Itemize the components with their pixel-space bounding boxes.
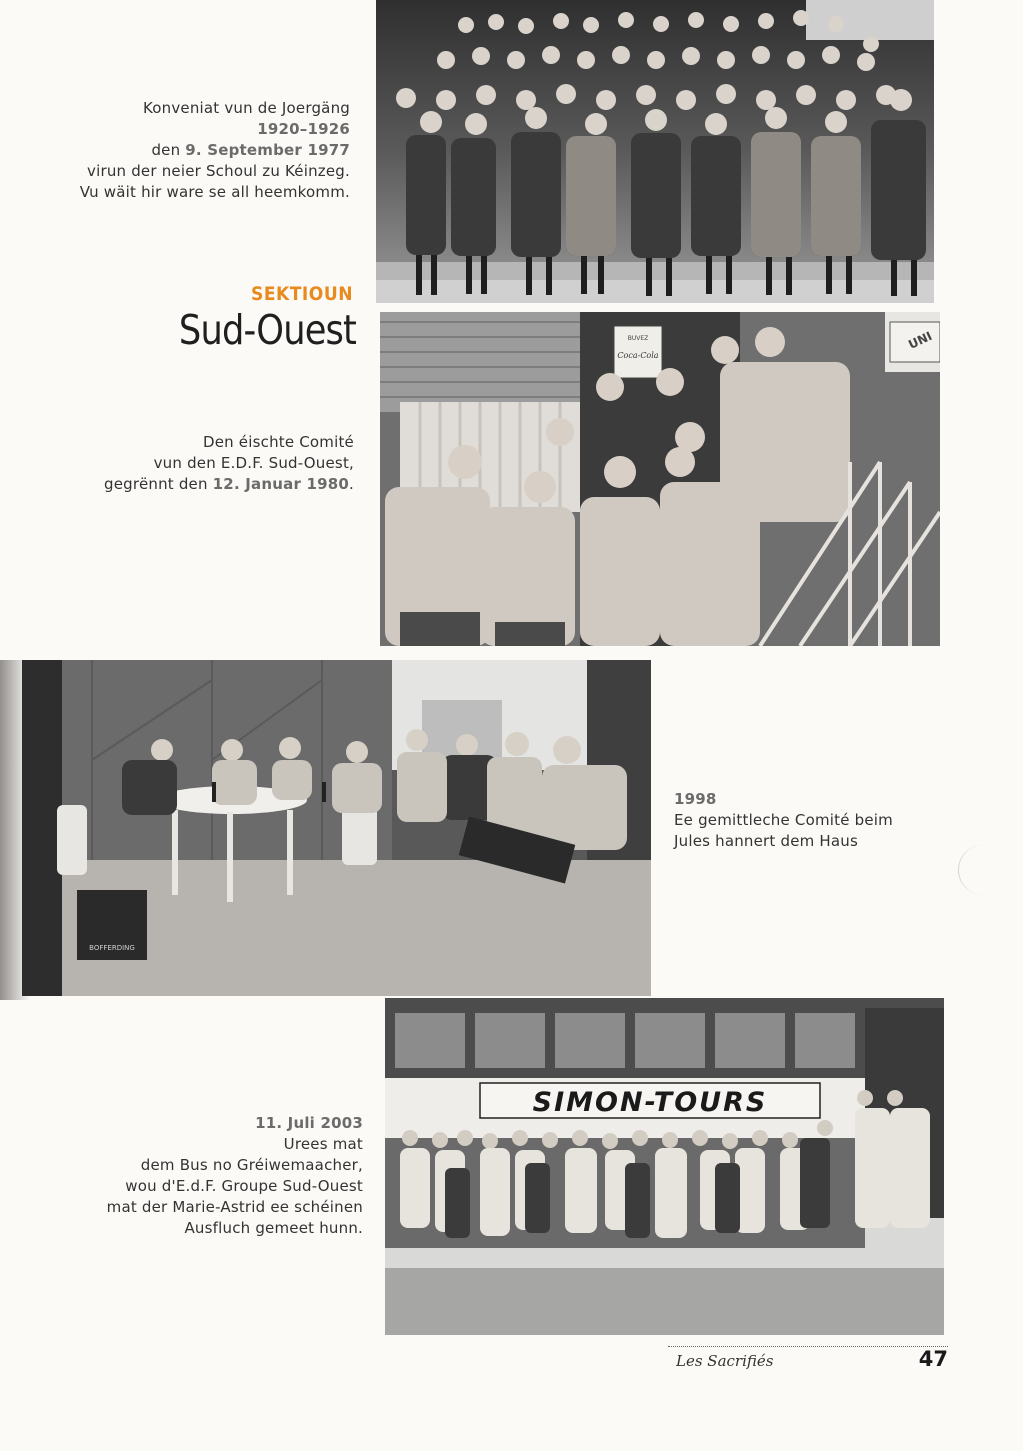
caption-1998	[674, 789, 914, 852]
caption-line: Konveniat vun de Joergäng	[142, 99, 350, 117]
caption-line: Den éischte Comité	[202, 433, 354, 451]
section-title: Sud-Ouest	[178, 306, 356, 354]
caption-line: dem Bus no Gréiwemaacher,	[140, 1156, 363, 1174]
caption-line: mat der Marie-Astrid ee schéinen	[106, 1198, 363, 1216]
caption-line: Jules hannert dem Haus	[674, 832, 858, 850]
sign-buvez-text: BUVEZ	[627, 335, 649, 342]
page-curl-mark	[958, 845, 999, 895]
caption-date-line	[60, 140, 350, 161]
caption-date: 9. September 1977	[185, 141, 350, 159]
caption-line: vun den E.D.F. Sud-Ouest,	[153, 454, 354, 472]
photo-committee-1998	[22, 660, 651, 996]
sign-corner-text: UNI	[906, 328, 935, 352]
caption-date-line	[60, 474, 354, 495]
caption-line: virun der neier Schoul zu Kéinzeg.	[87, 162, 350, 180]
footer-publication: Les Sacrifiés	[676, 1352, 774, 1370]
section-label: SEKTIOUN	[251, 283, 353, 305]
sign-brand-text: Coca-Cola	[617, 351, 659, 360]
footer-page-number: 47	[918, 1347, 948, 1371]
caption-konveniat	[60, 98, 350, 203]
caption-line: Urees mat	[283, 1135, 363, 1153]
bus-brand-text: SIMON-TOURS	[532, 1087, 768, 1118]
caption-line: Ee gemittleche Comité beim	[674, 811, 893, 829]
caption-years: 1920–1926	[257, 120, 350, 138]
caption-comite	[60, 432, 354, 495]
caption-line: Ausfluch gemeet hunn.	[184, 1219, 363, 1237]
caption-line: wou d'E.d.F. Groupe Sud-Ouest	[125, 1177, 363, 1195]
caption-date-prefix: gegrënnt den	[104, 475, 213, 493]
caption-line: Vu wäit hir ware se all heemkomm.	[79, 183, 350, 201]
photo-class-reunion-1977	[376, 0, 934, 303]
caption-date-prefix: den	[151, 141, 186, 159]
crate-brand-text: BOFFERDING	[89, 944, 135, 952]
photo-first-committee-1980	[380, 312, 940, 646]
photo-bus-trip-2003	[385, 998, 944, 1335]
caption-date: 11. Juli 2003	[255, 1114, 363, 1132]
caption-2003	[80, 1113, 363, 1239]
caption-date-suffix: .	[349, 475, 354, 493]
caption-date: 12. Januar 1980	[212, 475, 350, 493]
caption-year: 1998	[674, 790, 717, 808]
